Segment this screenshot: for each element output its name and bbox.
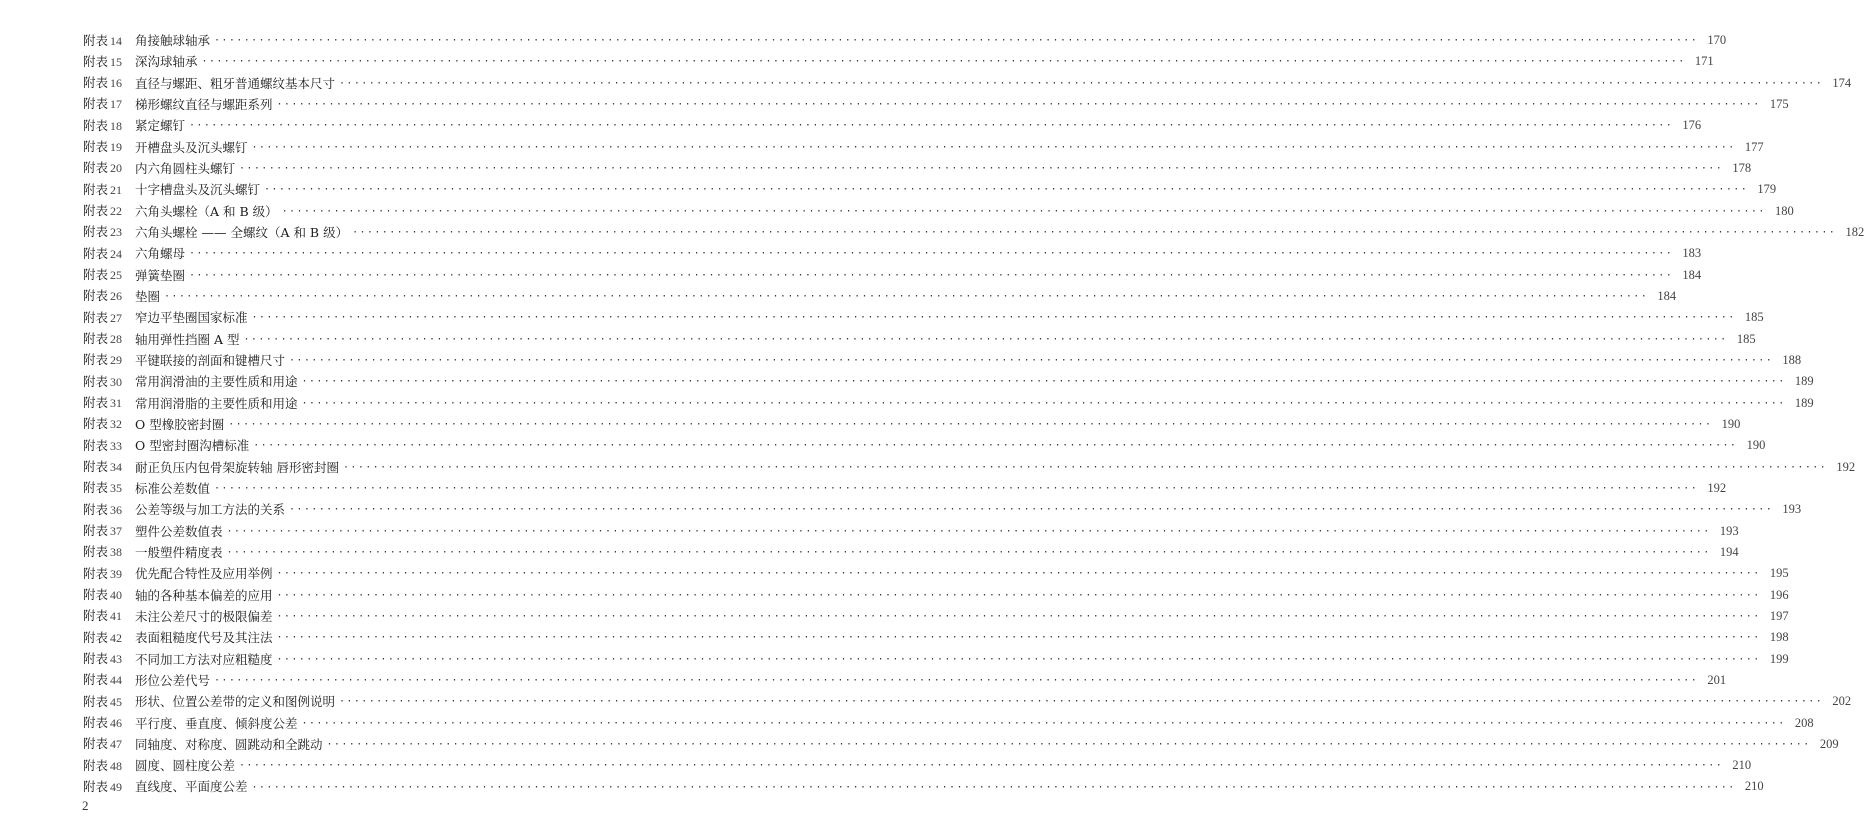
toc-entry-prefix: 附表	[83, 778, 109, 794]
toc-entry-number: 49	[110, 779, 123, 794]
toc-entry[interactable]	[83, 435, 1766, 456]
toc-entry-page: 179	[1757, 182, 1777, 197]
toc-entry-prefix: 附表	[83, 203, 109, 219]
dot-leader: ········································································································································································································	[214, 35, 1699, 47]
toc-entry-number: 37	[110, 524, 123, 539]
toc-entry-title: 紧定螺钉	[135, 118, 186, 134]
toc-entry[interactable]	[83, 158, 1752, 179]
toc-entry-prefix: 附表	[83, 523, 109, 539]
toc-entry-prefix: 附表	[83, 544, 109, 560]
toc-entry[interactable]	[83, 393, 1814, 414]
toc-entry-label	[83, 115, 135, 137]
toc-entry-number: 33	[110, 438, 123, 453]
toc-entry-number: 42	[110, 630, 123, 645]
toc-entry[interactable]	[83, 350, 1802, 371]
toc-entry-number: 32	[110, 417, 123, 432]
toc-entry-label	[83, 733, 135, 755]
toc-entry-label	[83, 563, 135, 585]
page-number: 2	[82, 798, 89, 813]
toc-entry-number: 35	[110, 481, 123, 496]
toc-entry-number: 38	[110, 545, 123, 560]
toc-entry-title: 角接触球轴承	[135, 33, 211, 48]
dot-leader: ········································································································································································································	[253, 440, 1738, 452]
toc-entry-title: 梯形螺纹直径与螺距系列	[135, 96, 273, 112]
toc-entry-page: 185	[1744, 310, 1764, 325]
toc-entry-number: 40	[110, 588, 123, 603]
toc-entry-title: 轴的各种基本偏差的应用	[135, 587, 273, 603]
toc-entry-page: 182	[1845, 224, 1864, 239]
toc-entry-label	[83, 413, 135, 435]
toc-entry-title: 垫圈	[135, 288, 161, 304]
toc-entry-prefix: 附表	[83, 501, 109, 517]
dot-leader: ········································································································································································································	[201, 56, 1686, 68]
toc-entry-label	[83, 349, 135, 371]
toc-entry-label	[83, 627, 135, 649]
toc-entry-prefix: 附表	[83, 245, 109, 261]
toc-entry-number: 27	[110, 310, 123, 325]
toc-entry-label	[83, 221, 135, 243]
table-of-contents	[83, 30, 1864, 798]
toc-entry-number: 34	[110, 460, 123, 475]
toc-entry[interactable]	[83, 755, 1752, 776]
toc-entry-prefix: 附表	[83, 288, 109, 304]
toc-entry-prefix: 附表	[83, 224, 109, 240]
toc-entry-page: 190	[1721, 416, 1741, 431]
toc-entry-label	[83, 307, 135, 329]
toc-entry-prefix: 附表	[83, 181, 109, 197]
toc-entry-label	[83, 605, 135, 627]
toc-entry[interactable]	[83, 606, 1789, 627]
toc-entry-prefix: 附表	[83, 160, 109, 176]
dot-leader: ········································································································································································································	[164, 291, 1649, 303]
toc-entry[interactable]	[83, 286, 1677, 307]
toc-entry-label	[83, 179, 135, 201]
toc-entry-title: 优先配合特性及应用举例	[135, 566, 273, 582]
toc-entry-number: 31	[110, 396, 123, 411]
toc-entry-label	[83, 435, 135, 457]
toc-entry-page: 183	[1682, 246, 1702, 261]
toc-entry-number: 17	[110, 97, 123, 112]
toc-entry-title: 标准公差数值	[135, 480, 211, 496]
toc-entry[interactable]	[83, 137, 1764, 158]
dot-leader: ········································································································································································································	[352, 227, 1837, 239]
toc-entry-prefix: 附表	[83, 75, 109, 91]
toc-entry-title: 直线度、平面度公差	[135, 779, 248, 795]
dot-leader: ········································································································································································································	[226, 525, 1711, 537]
toc-entry-title: 形状、位置公差带的定义和图例说明	[135, 694, 336, 710]
toc-entry-prefix: 附表	[83, 651, 109, 667]
toc-entry[interactable]	[83, 691, 1852, 712]
toc-entry-number: 23	[110, 225, 123, 240]
toc-entry-prefix: 附表	[83, 331, 109, 347]
toc-entry-number: 47	[110, 737, 123, 752]
toc-entry-prefix: 附表	[83, 672, 109, 688]
toc-entry-prefix: 附表	[83, 309, 109, 325]
toc-entry-prefix: 附表	[83, 736, 109, 752]
toc-entry-page: 195	[1769, 566, 1789, 581]
dot-leader: ········································································································································································································	[239, 163, 1724, 175]
toc-entry-prefix: 附表	[83, 395, 109, 411]
toc-entry-number: 29	[110, 353, 123, 368]
toc-entry-title: O 型密封圈沟槽标准	[135, 438, 250, 454]
dot-leader: ········································································································································································································	[301, 376, 1786, 388]
toc-entry-prefix: 附表	[83, 416, 109, 432]
toc-entry-prefix: 附表	[83, 352, 109, 368]
dot-leader: ········································································································································································································	[189, 120, 1674, 132]
toc-entry-prefix: 附表	[83, 53, 109, 69]
toc-entry-number: 48	[110, 758, 123, 773]
dot-leader: ········································································································································································································	[342, 461, 1828, 473]
toc-entry-number: 44	[110, 673, 123, 688]
toc-entry-page: 210	[1732, 758, 1752, 773]
toc-entry[interactable]	[83, 243, 1702, 264]
toc-entry-page: 192	[1707, 480, 1727, 495]
toc-entry-title: 塑件公差数值表	[135, 523, 223, 539]
toc-entry-title: 未注公差尺寸的极限偏差	[135, 608, 273, 624]
dot-leader: ········································································································································································································	[189, 269, 1674, 281]
toc-entry[interactable]	[83, 30, 1727, 51]
toc-entry[interactable]	[83, 649, 1789, 670]
toc-entry-prefix: 附表	[83, 459, 109, 475]
toc-entry-page: 184	[1657, 288, 1677, 303]
toc-entry-page: 192	[1836, 459, 1856, 474]
toc-entry-label	[83, 712, 135, 734]
toc-entry-page: 201	[1707, 672, 1727, 687]
dot-leader: ········································································································································································································	[251, 312, 1736, 324]
dot-leader: ········································································································································································································	[276, 99, 1761, 111]
toc-entry-number: 16	[110, 76, 123, 91]
toc-entry[interactable]	[83, 542, 1739, 563]
toc-entry-number: 26	[110, 289, 123, 304]
dot-leader: ········································································································································································································	[289, 355, 1774, 367]
toc-entry-number: 36	[110, 502, 123, 517]
toc-entry-title: 六角头螺栓（A 和 B 级）	[135, 203, 278, 219]
dot-leader: ········································································································································································································	[228, 419, 1713, 431]
toc-entry-title: 六角头螺栓 —— 全螺纹（A 和 B 级）	[135, 224, 349, 240]
toc-entry-title: 平行度、垂直度、倾斜度公差	[135, 715, 298, 731]
toc-entry-title: 直径与螺距、粗牙普通螺纹基本尺寸	[135, 75, 336, 91]
toc-entry-number: 39	[110, 566, 123, 581]
toc-entry[interactable]	[83, 670, 1727, 691]
toc-entry-prefix: 附表	[83, 480, 109, 496]
toc-entry-prefix: 附表	[83, 629, 109, 645]
toc-entry-number: 30	[110, 374, 123, 389]
toc-entry-page: 177	[1744, 139, 1764, 154]
toc-entry-page: 184	[1682, 267, 1702, 282]
toc-entry[interactable]	[83, 201, 1794, 222]
toc-entry-prefix: 附表	[83, 608, 109, 624]
toc-entry-label	[83, 30, 135, 52]
dot-leader: ········································································································································································································	[289, 504, 1774, 516]
toc-entry-number: 24	[110, 246, 123, 261]
dot-leader: ········································································································································································································	[301, 717, 1786, 729]
toc-entry-number: 18	[110, 118, 123, 133]
toc-entry[interactable]	[83, 51, 1714, 72]
toc-entry-title: 常用润滑油的主要性质和用途	[135, 374, 298, 390]
toc-entry-page: 193	[1782, 502, 1802, 517]
toc-entry-label	[83, 136, 135, 158]
toc-entry-page: 199	[1769, 651, 1789, 666]
toc-entry-page: 210	[1744, 779, 1764, 794]
toc-entry-label	[83, 200, 135, 222]
toc-entry-number: 46	[110, 716, 123, 730]
toc-entry[interactable]	[83, 307, 1764, 328]
toc-entry-page: 190	[1746, 438, 1766, 453]
toc-entry-prefix: 附表	[83, 587, 109, 603]
toc-entry[interactable]	[83, 94, 1789, 115]
dot-leader: ········································································································································································································	[214, 675, 1699, 686]
toc-entry-prefix: 附表	[83, 373, 109, 389]
toc-entry-page: 175	[1769, 96, 1789, 111]
toc-entry[interactable]	[83, 329, 1756, 350]
toc-entry-number: 20	[110, 161, 123, 176]
toc-entry-number: 45	[110, 694, 123, 709]
toc-entry-label	[83, 456, 135, 478]
toc-entry-title: 不同加工方法对应粗糙度	[135, 651, 273, 667]
toc-entry[interactable]	[83, 265, 1702, 286]
dot-leader: ········································································································································································································	[276, 611, 1761, 623]
toc-entry-prefix: 附表	[83, 437, 109, 453]
toc-entry-number: 41	[110, 609, 123, 624]
toc-entry-label	[83, 755, 135, 777]
toc-entry-prefix: 附表	[83, 715, 109, 730]
toc-entry-title: 开槽盘头及沉头螺钉	[135, 139, 248, 155]
toc-entry-label	[83, 371, 135, 393]
dot-leader: ········································································································································································································	[339, 77, 1824, 89]
toc-entry[interactable]	[83, 627, 1789, 648]
toc-entry-page: 208	[1794, 715, 1814, 730]
toc-entry[interactable]	[83, 499, 1802, 520]
toc-entry-prefix: 附表	[83, 565, 109, 581]
toc-entry-label	[83, 72, 135, 94]
toc-entry-page: 174	[1832, 75, 1852, 90]
toc-entry-label	[83, 93, 135, 115]
toc-entry-label	[83, 648, 135, 670]
toc-entry-label	[83, 157, 135, 179]
toc-entry-title: 窄边平垫圈国家标准	[135, 310, 248, 326]
toc-entry-label	[83, 520, 135, 542]
toc-entry-label	[83, 584, 135, 606]
toc-entry[interactable]	[83, 585, 1789, 606]
dot-leader: ········································································································································································································	[243, 333, 1728, 345]
toc-entry-title: 深沟球轴承	[135, 54, 198, 70]
dot-leader: ········································································································································································································	[276, 589, 1761, 601]
toc-entry-title: 公差等级与加工方法的关系	[135, 502, 286, 518]
toc-entry-page: 180	[1775, 203, 1794, 218]
toc-entry-label	[83, 264, 135, 286]
toc-entry-prefix: 附表	[83, 32, 109, 48]
dot-leader: ········································································································································································································	[281, 205, 1766, 217]
toc-entry[interactable]	[83, 776, 1764, 797]
toc-entry-number: 19	[110, 140, 123, 155]
toc-entry[interactable]	[83, 414, 1741, 435]
dot-leader: ········································································································································································································	[276, 632, 1761, 644]
dot-leader: ········································································································································································································	[326, 738, 1811, 750]
toc-entry-number: 28	[110, 332, 123, 347]
toc-entry-label	[83, 285, 135, 307]
toc-entry-label	[83, 328, 135, 350]
toc-entry[interactable]	[83, 521, 1739, 542]
toc-entry-prefix: 附表	[83, 117, 109, 133]
toc-entry[interactable]	[83, 73, 1852, 94]
dot-leader: ········································································································································································································	[251, 141, 1736, 153]
toc-entry-label	[83, 392, 135, 414]
toc-entry-page: 176	[1682, 118, 1702, 133]
toc-entry[interactable]	[83, 478, 1727, 499]
toc-entry-title: 十字槽盘头及沉头螺钉	[135, 182, 261, 198]
dot-leader: ········································································································································································································	[339, 696, 1824, 708]
toc-entry-title: 同轴度、对称度、圆跳动和全跳动	[135, 736, 323, 752]
toc-entry-page: 185	[1736, 331, 1756, 346]
toc-entry-title: 耐正负压内包骨架旋转轴 唇形密封圈	[135, 459, 339, 475]
toc-entry-title: O 型橡胶密封圈	[135, 416, 225, 432]
toc-entry-title: 常用润滑脂的主要性质和用途	[135, 395, 298, 411]
toc-entry-label	[83, 776, 135, 798]
toc-entry-prefix: 附表	[83, 139, 109, 155]
toc-entry-number: 21	[110, 182, 123, 197]
toc-entry[interactable]	[83, 457, 1856, 478]
toc-entry[interactable]	[83, 115, 1702, 136]
toc-entry-number: 22	[110, 204, 123, 219]
dot-leader: ········································································································································································································	[251, 781, 1736, 793]
toc-entry-page: 170	[1707, 33, 1727, 47]
toc-entry-label	[83, 669, 135, 691]
toc-entry-prefix: 附表	[83, 693, 109, 709]
toc-entry-page: 196	[1769, 587, 1789, 602]
dot-leader: ········································································································································································································	[276, 568, 1761, 580]
toc-entry-title: 轴用弹性挡圈 A 型	[135, 331, 240, 347]
toc-entry-number: 43	[110, 652, 123, 667]
toc-entry-page: 209	[1819, 736, 1839, 751]
toc-entry-number: 15	[110, 54, 123, 69]
toc-entry[interactable]	[83, 222, 1864, 243]
toc-entry-page: 178	[1732, 160, 1752, 175]
dot-leader: ········································································································································································································	[264, 184, 1749, 196]
toc-entry-prefix: 附表	[83, 757, 109, 773]
dot-leader: ········································································································································································································	[189, 248, 1674, 260]
toc-entry-title: 内六角圆柱头螺钉	[135, 160, 236, 176]
toc-entry[interactable]	[83, 734, 1839, 755]
toc-entry[interactable]	[83, 371, 1814, 392]
toc-entry-page: 193	[1719, 523, 1739, 538]
toc-entry-label	[83, 691, 135, 713]
toc-entry-prefix: 附表	[83, 96, 109, 112]
toc-entry-page: 197	[1769, 608, 1789, 623]
toc-entry-page: 194	[1719, 544, 1739, 559]
toc-entry[interactable]	[83, 563, 1789, 584]
toc-entry-title: 圆度、圆柱度公差	[135, 758, 236, 774]
toc-entry-label	[83, 541, 135, 563]
toc-entry-label	[83, 477, 135, 499]
toc-entry-title: 一般塑件精度表	[135, 544, 223, 560]
toc-entry[interactable]	[83, 713, 1814, 734]
toc-entry-label	[83, 243, 135, 265]
toc-entry-page: 189	[1794, 374, 1814, 389]
toc-entry-number: 25	[110, 268, 123, 283]
dot-leader: ········································································································································································································	[226, 547, 1711, 559]
dot-leader: ········································································································································································································	[276, 653, 1761, 665]
toc-entry-page: 171	[1694, 54, 1714, 69]
toc-entry-title: 表面粗糙度代号及其注法	[135, 630, 273, 646]
toc-entry-prefix: 附表	[83, 267, 109, 283]
toc-entry[interactable]	[83, 179, 1777, 200]
toc-entry-page: 198	[1769, 630, 1789, 645]
dot-leader: ········································································································································································································	[214, 483, 1699, 495]
toc-entry-page: 202	[1832, 694, 1852, 709]
toc-entry-number: 14	[110, 33, 123, 48]
dot-leader: ········································································································································································································	[239, 760, 1724, 772]
toc-entry-title: 弹簧垫圈	[135, 267, 186, 283]
toc-entry-page: 189	[1794, 395, 1814, 410]
toc-entry-title: 六角螺母	[135, 246, 186, 262]
dot-leader: ········································································································································································································	[301, 397, 1786, 409]
toc-entry-title: 形位公差代号	[135, 672, 211, 688]
toc-entry-title: 平键联接的剖面和键槽尺寸	[135, 352, 286, 368]
toc-entry-label	[83, 499, 135, 521]
toc-entry-label	[83, 51, 135, 73]
toc-entry-page: 188	[1782, 352, 1802, 367]
